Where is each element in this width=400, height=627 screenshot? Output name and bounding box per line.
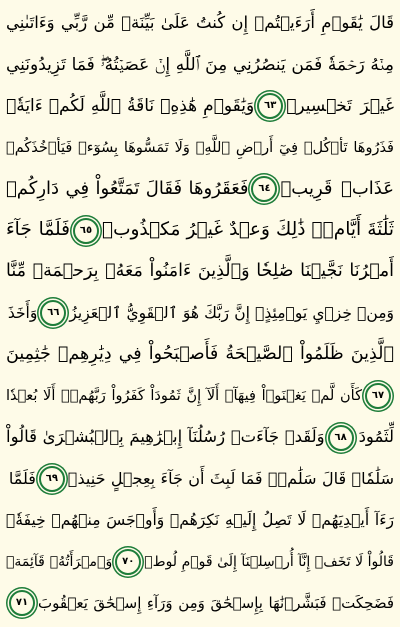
verse-line [6,127,394,168]
verse-line [6,541,394,582]
verse-line [6,251,394,292]
verse-text: عَذَابٞ قَرِيبٞ [280,178,394,200]
verse-line [6,376,394,417]
verse-line [6,500,394,541]
verse-line [6,210,394,251]
verse-text: لِّثَمُودَ [358,427,394,447]
ayah-number-marker: ٦٨ [328,425,354,451]
ayah-number-marker: ٦٩ [39,466,65,492]
verse-text: فَذَرُوهَا تَأۡكُلۡ فِيٓ أَرۡضِ ٱللَّهِۖ وَلَا تَمَسُّوهَا بِسُوٓءٖ فَيَأۡخُذَكُمۡ [6,139,394,156]
verse-line [6,582,394,623]
verse-text: سَلَٰمٗاۖ قَالَ سَلَٰمٞۖ فَمَا لَبِثَ أَن جَآءَ بِعِجۡلٍ حَنِيذٖ [67,468,394,488]
verse-text: وَلَقَدۡ جَآءَتۡ رُسُلُنَآ إِبۡرَٰهِيمَ بِٱلۡبُشۡرَىٰ قَالُواْ [6,427,325,447]
verse-text: قَالَ يَٰقَوۡمِ أَرَءَيۡتُمۡ إِن كُنتُ عَلَىٰ بَيِّنَةٖ مِّن رَّبِّي وَءَاتَىٰنِي [6,13,394,33]
ayah-number-marker: ٧٠ [115,549,141,575]
ayah-number-marker: ٦٧ [365,383,391,409]
verse-text: وَأَخَذَ [7,303,38,322]
ayah-number-marker: ٦٤ [251,176,277,202]
verse-text: وَيَٰقَوۡمِ هَٰذِهِۦ نَاقَةُ ٱللَّهِ لَكُمۡ ءَايَةٗۖ [6,95,255,116]
verse-line [6,334,394,375]
verse-text: أَمۡرُنَا نَجَّيۡنَا صَٰلِحٗا وَٱلَّذِينَ ءَامَنُواْ مَعَهُۥ بِرَحۡمَةٖ مِّنَّا [6,261,394,282]
verse-text: قَالُواْ لَا تَخَفۡ إِنَّآ أُرۡسِلۡنَآ إِلَىٰ قَوۡمِ لُوطٖ [144,553,394,570]
verse-text: فَضَحِكَتۡ فَبَشَّرۡنَٰهَا بِإِسۡحَٰقَ وَمِن وَرَآءِ إِسۡحَٰقَ يَعۡقُوبَ [38,593,394,612]
verse-text: رَءَآ أَيۡدِيَهُمۡ لَا تَصِلُ إِلَيۡهِ نَكِرَهُمۡ وَأَوۡجَسَ مِنۡهُمۡ خِيفَةٗۚ [6,510,394,529]
ayah-number-marker: ٦٣ [257,93,283,119]
verse-text: فَعَقَرُوهَا فَقَالَ تَمَتَّعُواْ فِي دَارِكُمۡ [6,178,249,200]
verse-text: ثَلَٰثَةَ أَيَّامٖۖ ذَٰلِكَ وَعۡدٌ غَيۡرُ مَكۡذُوبٖ [101,219,394,241]
verse-line [6,86,394,127]
verse-line [6,417,394,458]
ayah-number-marker: ٦٥ [73,218,99,244]
verse-line [6,3,394,44]
verse-line [6,458,394,499]
verse-text: وَٱمۡرَأَتُهُۥ قَآئِمَةٞ [6,553,113,570]
verse-text: مِنۡهُ رَحۡمَةٗ فَمَن يَنصُرُنِي مِنَ ٱللَّهِ إِنۡ عَصَيۡتُهُۥۖ فَمَا تَزِيدُونَنِي [6,54,394,75]
verse-line [6,293,394,334]
verse-text: كَأَن لَّمۡ يَغۡنَوۡاْ فِيهَآۗ أَلَآ إِنَّ ثَمُودَاْ كَفَرُواْ رَبَّهُمۡۗ أَلَا بُعۡدٗا [6,387,362,404]
verse-text: فَلَمَّا [8,468,36,488]
verse-text: فَلَمَّا جَآءَ [6,219,70,241]
verse-text: وَمِنۡ خِزۡيِ يَوۡمِئِذٍۚ إِنَّ رَبَّكَ هُوَ ٱلۡقَوِيُّ ٱلۡعَزِيزُ [69,303,394,322]
verse-line [6,44,394,85]
ayah-number-marker: ٦٦ [40,300,66,326]
ayah-number-marker: ٧١ [9,590,35,616]
verse-text: غَيۡرَ تَخۡسِيرٖ [286,95,394,116]
verse-text: ٱلَّذِينَ ظَلَمُواْ ٱلصَّيۡحَةُ فَأَصۡبَحُواْ فِي دِيَٰرِهِمۡ جَٰثِمِينَ [6,344,394,365]
verse-line [6,169,394,210]
